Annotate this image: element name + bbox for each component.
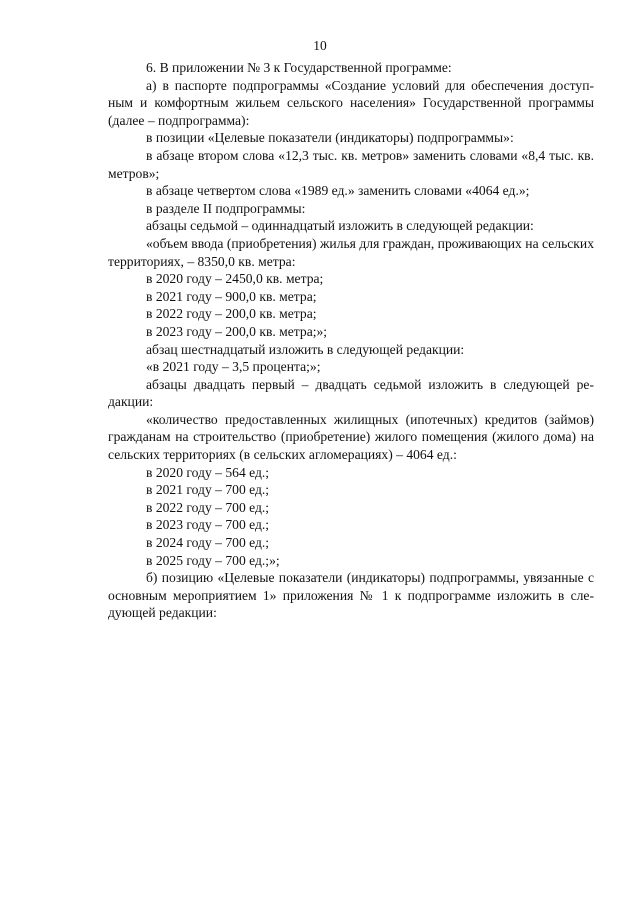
paragraph: в 2022 году – 200,0 кв. метра;: [146, 306, 317, 322]
paragraph: а) в паспорте подпрограммы «Создание условий для обеспечения доступным и комфортным жильем сельского населения» Государственной программы (далее – подпрограмма):: [108, 77, 594, 128]
paragraph: в 2023 году – 700 ед.;: [146, 517, 270, 533]
paragraph: в 2024 году – 700 ед.;: [146, 535, 270, 551]
paragraph: 6. В приложении № 3 к Государственной программе:: [146, 60, 452, 75]
paragraph: в разделе II подпрограммы:: [146, 200, 306, 216]
paragraph: в абзаце втором слова «12,3 тыс. кв. метров» заменить словами «8,4 тыс. кв. метров»;: [108, 147, 594, 181]
paragraph: «в 2021 году – 3,5 процента;»;: [146, 359, 321, 375]
paragraph: абзацы седьмой – одиннадцатый изложить в следующей редакции:: [146, 218, 534, 234]
paragraph: в 2020 году – 564 ед.;: [146, 464, 270, 480]
paragraph: абзацы двадцать первый – двадцать седьмой изложить в следующей редакции:: [108, 376, 594, 410]
body-text: [108, 59, 594, 622]
paragraph: в 2021 году – 900,0 кв. метра;: [146, 288, 317, 304]
paragraph: б) позицию «Целевые показатели (индикаторы) подпрограммы, увязанные с основным мероприятием 1» приложения № 1 к подпрограмме изложить в следующей редакции:: [108, 570, 594, 621]
paragraph: «количество предоставленных жилищных (ипотечных) кредитов (займов) гражданам на строительство (приобретение) жилого помещения (жилого дома) на сельских территориях (в сельских агломерациях) – 4064 ед.:: [108, 411, 594, 463]
paragraph: в 2020 году – 2450,0 кв. метра;: [146, 271, 324, 287]
paragraph: в 2021 году – 700 ед.;: [146, 482, 270, 498]
paragraph: абзац шестнадцатый изложить в следующей редакции:: [146, 341, 465, 357]
paragraph: в 2025 году – 700 ед.;»;: [146, 552, 280, 568]
paragraph: в 2022 году – 700 ед.;: [146, 499, 270, 515]
page-number: 10: [313, 38, 327, 53]
paragraph: в 2023 году – 200,0 кв. метра;»;: [146, 323, 328, 339]
paragraph: в позиции «Целевые показатели (индикаторы) подпрограммы»:: [146, 130, 514, 146]
paragraph: «объем ввода (приобретения) жилья для граждан, проживающих на сельских территориях, – 8350,0 кв. метра:: [108, 235, 594, 269]
paragraph: в абзаце четвертом слова «1989 ед.» заменить словами «4064 ед.»;: [146, 183, 530, 199]
